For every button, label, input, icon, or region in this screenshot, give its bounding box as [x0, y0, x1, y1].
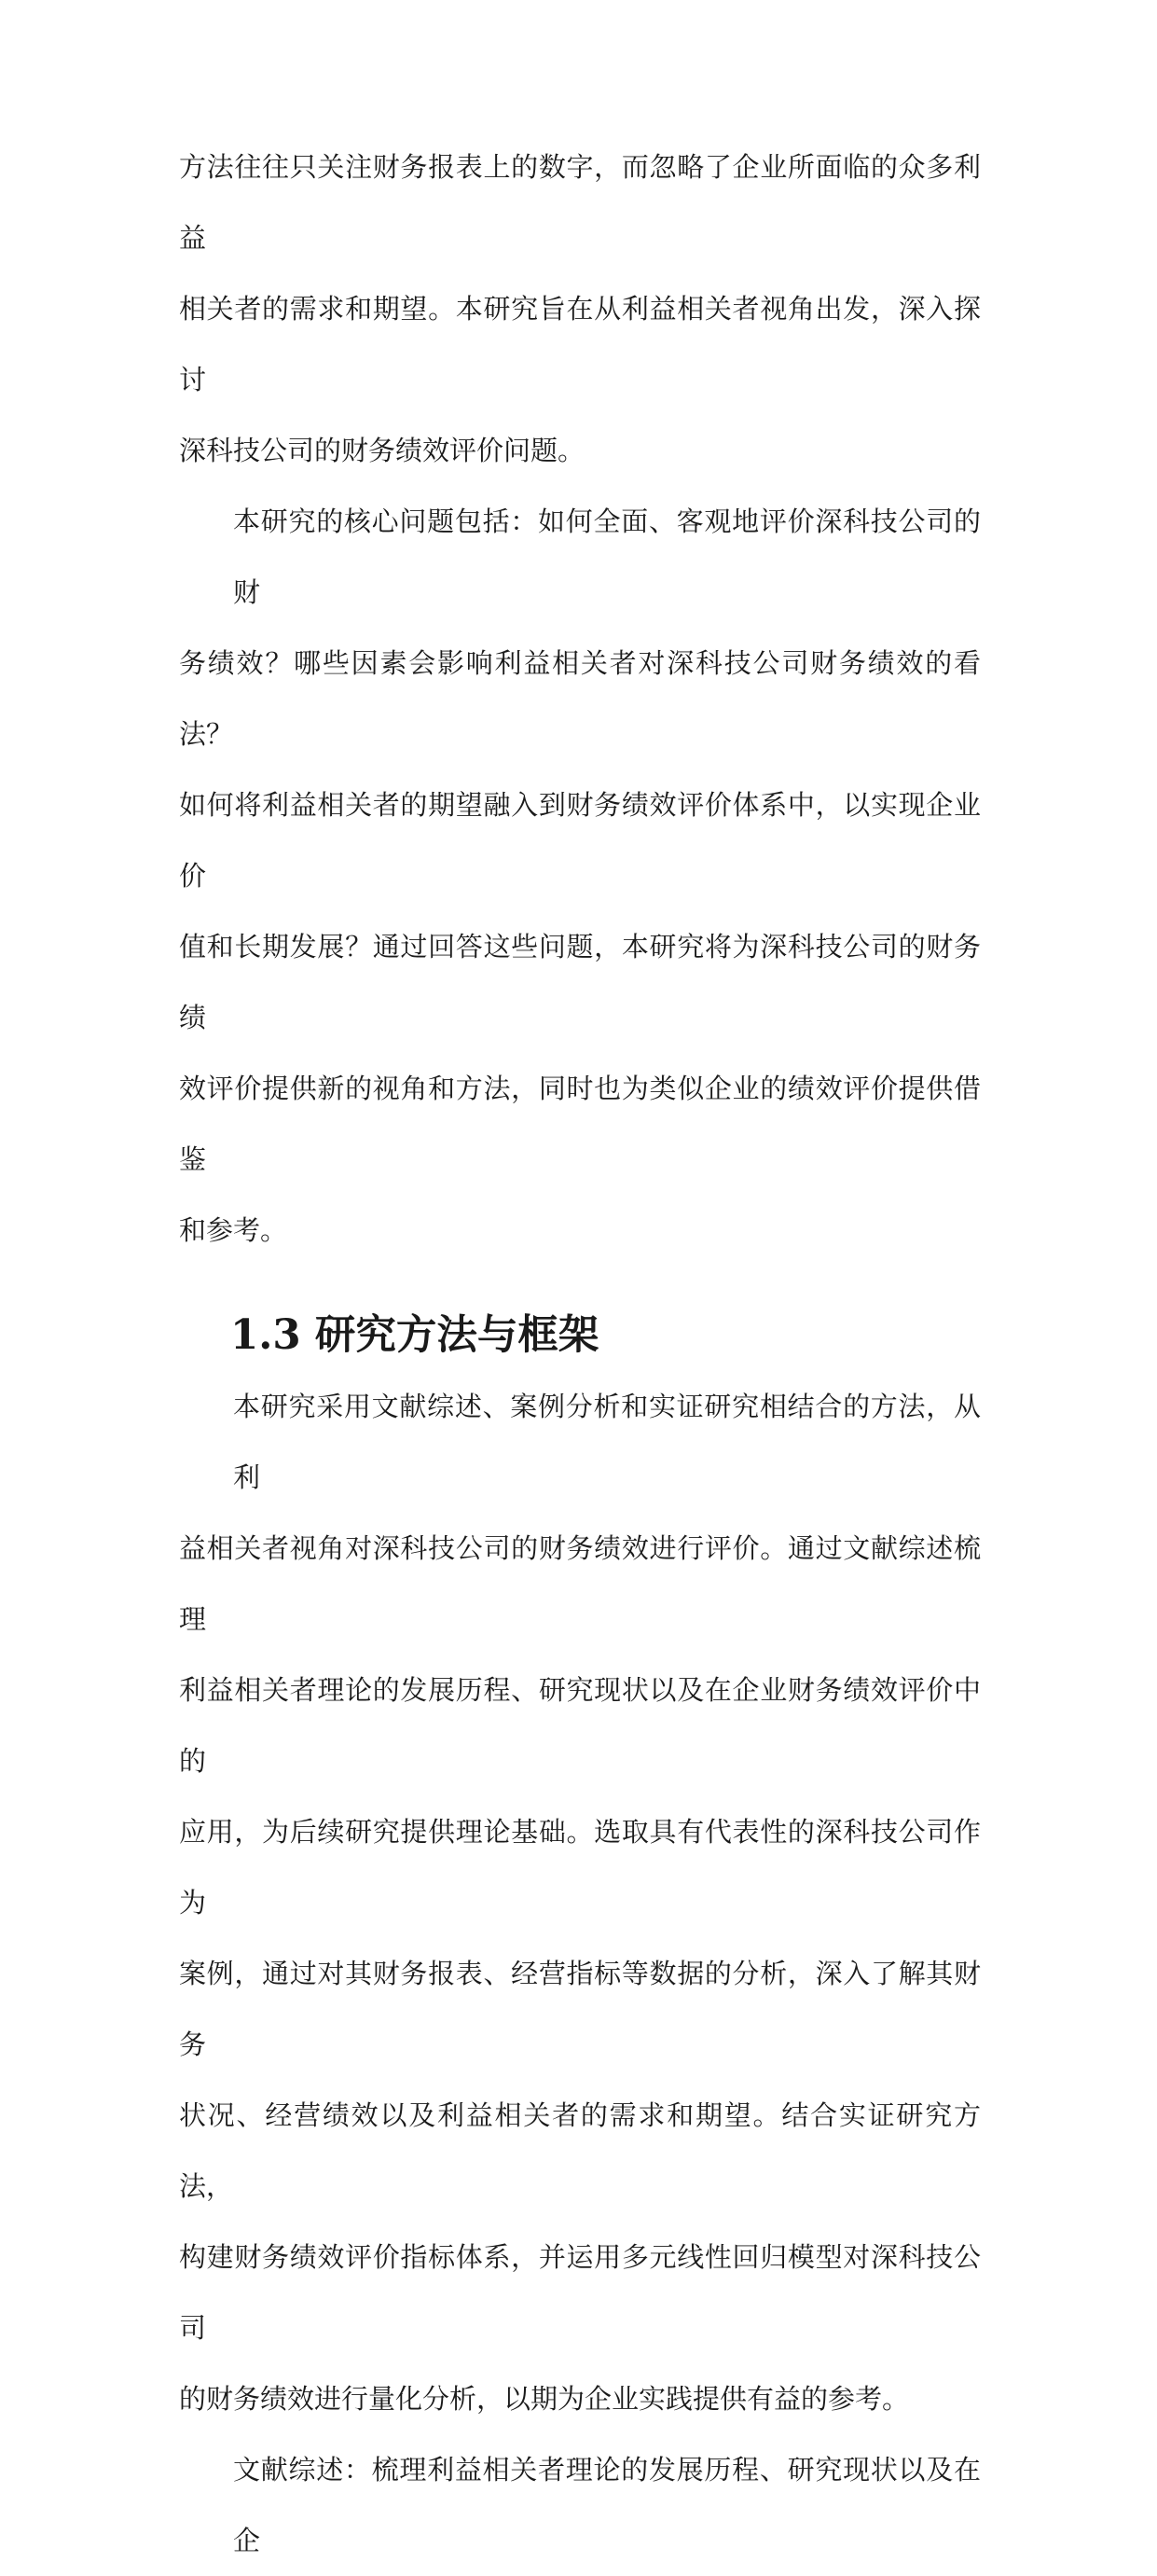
paragraph-intro-continued	[179, 132, 981, 486]
text-line: 本研究的核心问题包括：如何全面、客观地评价深科技公司的财	[233, 506, 981, 608]
text-line: 文献综述：梳理利益相关者理论的发展历程、研究现状以及在企	[233, 2454, 981, 2556]
paragraph-methods	[179, 1371, 981, 2434]
text-line: 深科技公司的财务绩效评价问题。	[179, 435, 585, 466]
text-line: 应用，为后续研究提供理论基础。选取具有代表性的深科技公司作为	[179, 1816, 981, 1918]
text-line: 案例，通过对其财务报表、经营指标等数据的分析，深入了解其财务	[179, 1958, 981, 2060]
text-line: 利益相关者理论的发展历程、研究现状以及在企业财务绩效评价中的	[179, 1674, 981, 1777]
text-line: 方法往往只关注财务报表上的数字，而忽略了企业所面临的众多利益	[179, 151, 981, 254]
document-body	[179, 132, 981, 2576]
text-line: 本研究采用文献综述、案例分析和实证研究相结合的方法，从利	[233, 1391, 981, 1493]
paragraph-literature-review	[179, 2434, 981, 2576]
text-line: 构建财务绩效评价指标体系，并运用多元线性回归模型对深科技公司	[179, 2241, 981, 2344]
text-line: 益相关者视角对深科技公司的财务绩效进行评价。通过文献综述梳理	[179, 1532, 981, 1635]
text-line: 状况、经营绩效以及利益相关者的需求和期望。结合实证研究方法，	[179, 2099, 981, 2202]
text-line: 务绩效？哪些因素会影响利益相关者对深科技公司财务绩效的看法？	[179, 647, 981, 750]
section-heading: 1.3 研究方法与框架	[230, 1311, 599, 1359]
text-line: 相关者的需求和期望。本研究旨在从利益相关者视角出发，深入探讨	[179, 293, 981, 395]
text-line: 效评价提供新的视角和方法，同时也为类似企业的绩效评价提供借鉴	[179, 1073, 981, 1175]
text-line: 值和长期发展？通过回答这些问题，本研究将为深科技公司的财务绩	[179, 931, 981, 1033]
text-line: 和参考。	[179, 1214, 288, 1246]
text-line: 的财务绩效进行量化分析，以期为企业实践提供有益的参考。	[179, 2383, 910, 2415]
paragraph-core-questions	[179, 486, 981, 1266]
text-line: 如何将利益相关者的期望融入到财务绩效评价体系中，以实现企业价	[179, 789, 981, 892]
